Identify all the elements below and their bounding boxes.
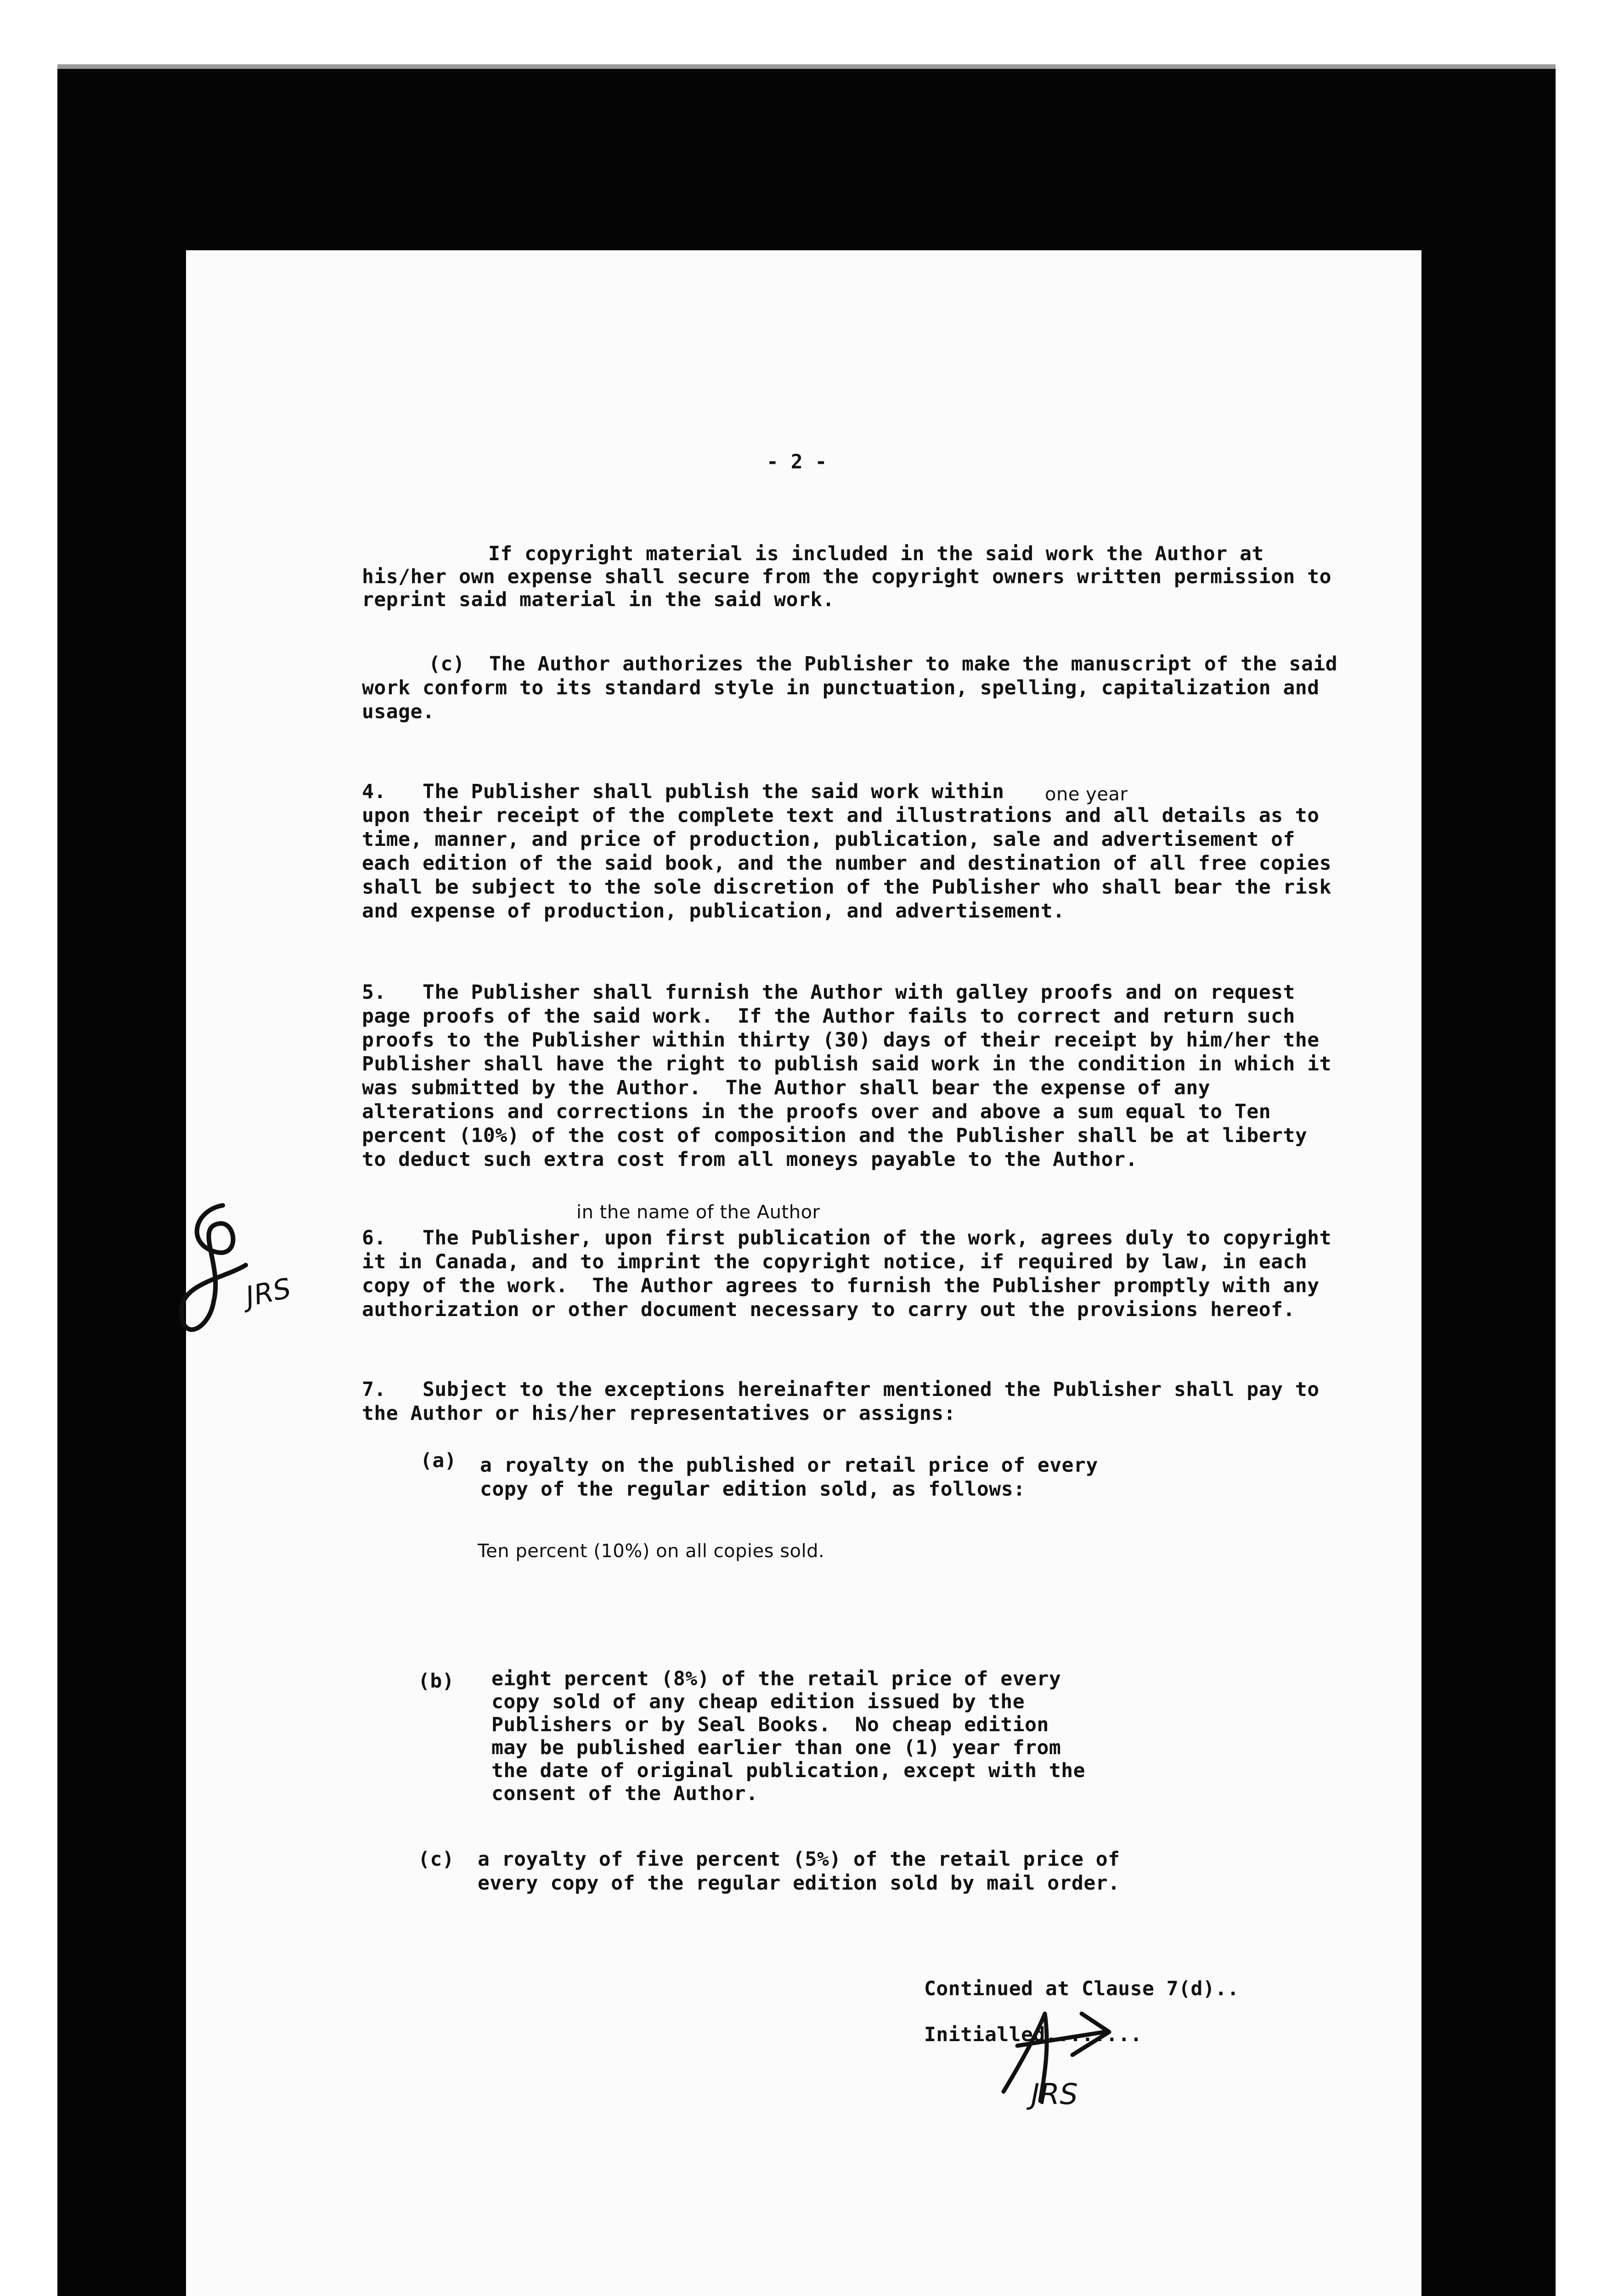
subclause-b-label: (b) [418, 1670, 455, 1693]
royalty-rate: Ten percent (10%) on all copies sold. [478, 1541, 825, 1562]
continued-note: Continued at Clause 7(d).. [924, 1977, 1240, 2000]
subclause-c-label: (c) [418, 1848, 455, 1871]
page-number: - 2 - [767, 450, 827, 473]
handwritten-insertion: in the name of the Author [576, 1202, 820, 1223]
document-page: - 2 - If copyright material is included in the said work the Author at his/her own expense shall secure from the copyright owners written permission to reprint said material in the said work. (c) The Author authorizes the Publisher to make the manuscript of the said work conform to its standard style in punctuation, spelling, capitalization and usage. 4. The Publisher shall publish the said work within one year upon their receipt of the complete text and illustrations and all details as to time, manner, and price of production, publication, sale and advertisement of each edition of the said book, and the number and destination of all free copies shall be subject to the sole discretion of the Publisher who shall bear the risk and expense of production, publication, and advertisement. 5. The Publisher shall furnish the Author with galley proofs and on request page proofs of the said work. If the Author fails to correct and return such proofs to the Publisher within thirty (30) days of their receipt by him/her the Publisher shall have the right to publish said work in the condition in which it was submitted by the Author. The Author shall bear the expense of any alterations and corrections in the proofs over and above a sum equal to Ten percent (10%) of the cost of composition and the Publisher shall be at liberty to deduct such extra cost from all moneys payable to the Author. in the name of the Author 6. The Publisher, upon first publication of the work, agrees duly to copyright it in Canada, and to imprint the copyright notice, if required by law, in each copy of the work. The Author agrees to furnish the Publisher promptly with any authorization or other document necessary to carry out the provisions hereof. 7. Subject to the exceptions hereinafter mentioned the Publisher shall pay to the Author or his/her representatives or assigns: (a) a royalty on the published or retail price of every copy of the regular edition sold, as follows: Ten percent (10%) on all copies sold. (b) eight percent (8%) of the retail price of every copy sold of any cheap edition issued by the Publishers or by Seal Books. No cheap edition may be published earlier than one (1) year from the date of original publication, except with the consent of the Author. (c) a royalty of five percent (5%) of the retail price of every copy of the regular edition sold by mail order. Continued at Clause 7(d).. Initialled........ JRS JRS [186, 250, 1421, 2296]
footer-initials-text: JRS [1031, 2077, 1078, 2111]
initialled-line: Initialled........ [924, 2023, 1142, 2046]
margin-initials-text: JRS [243, 1272, 294, 1313]
subclause-a-label: (a) [420, 1449, 457, 1472]
handwritten-fill-in: one year [1045, 784, 1128, 805]
